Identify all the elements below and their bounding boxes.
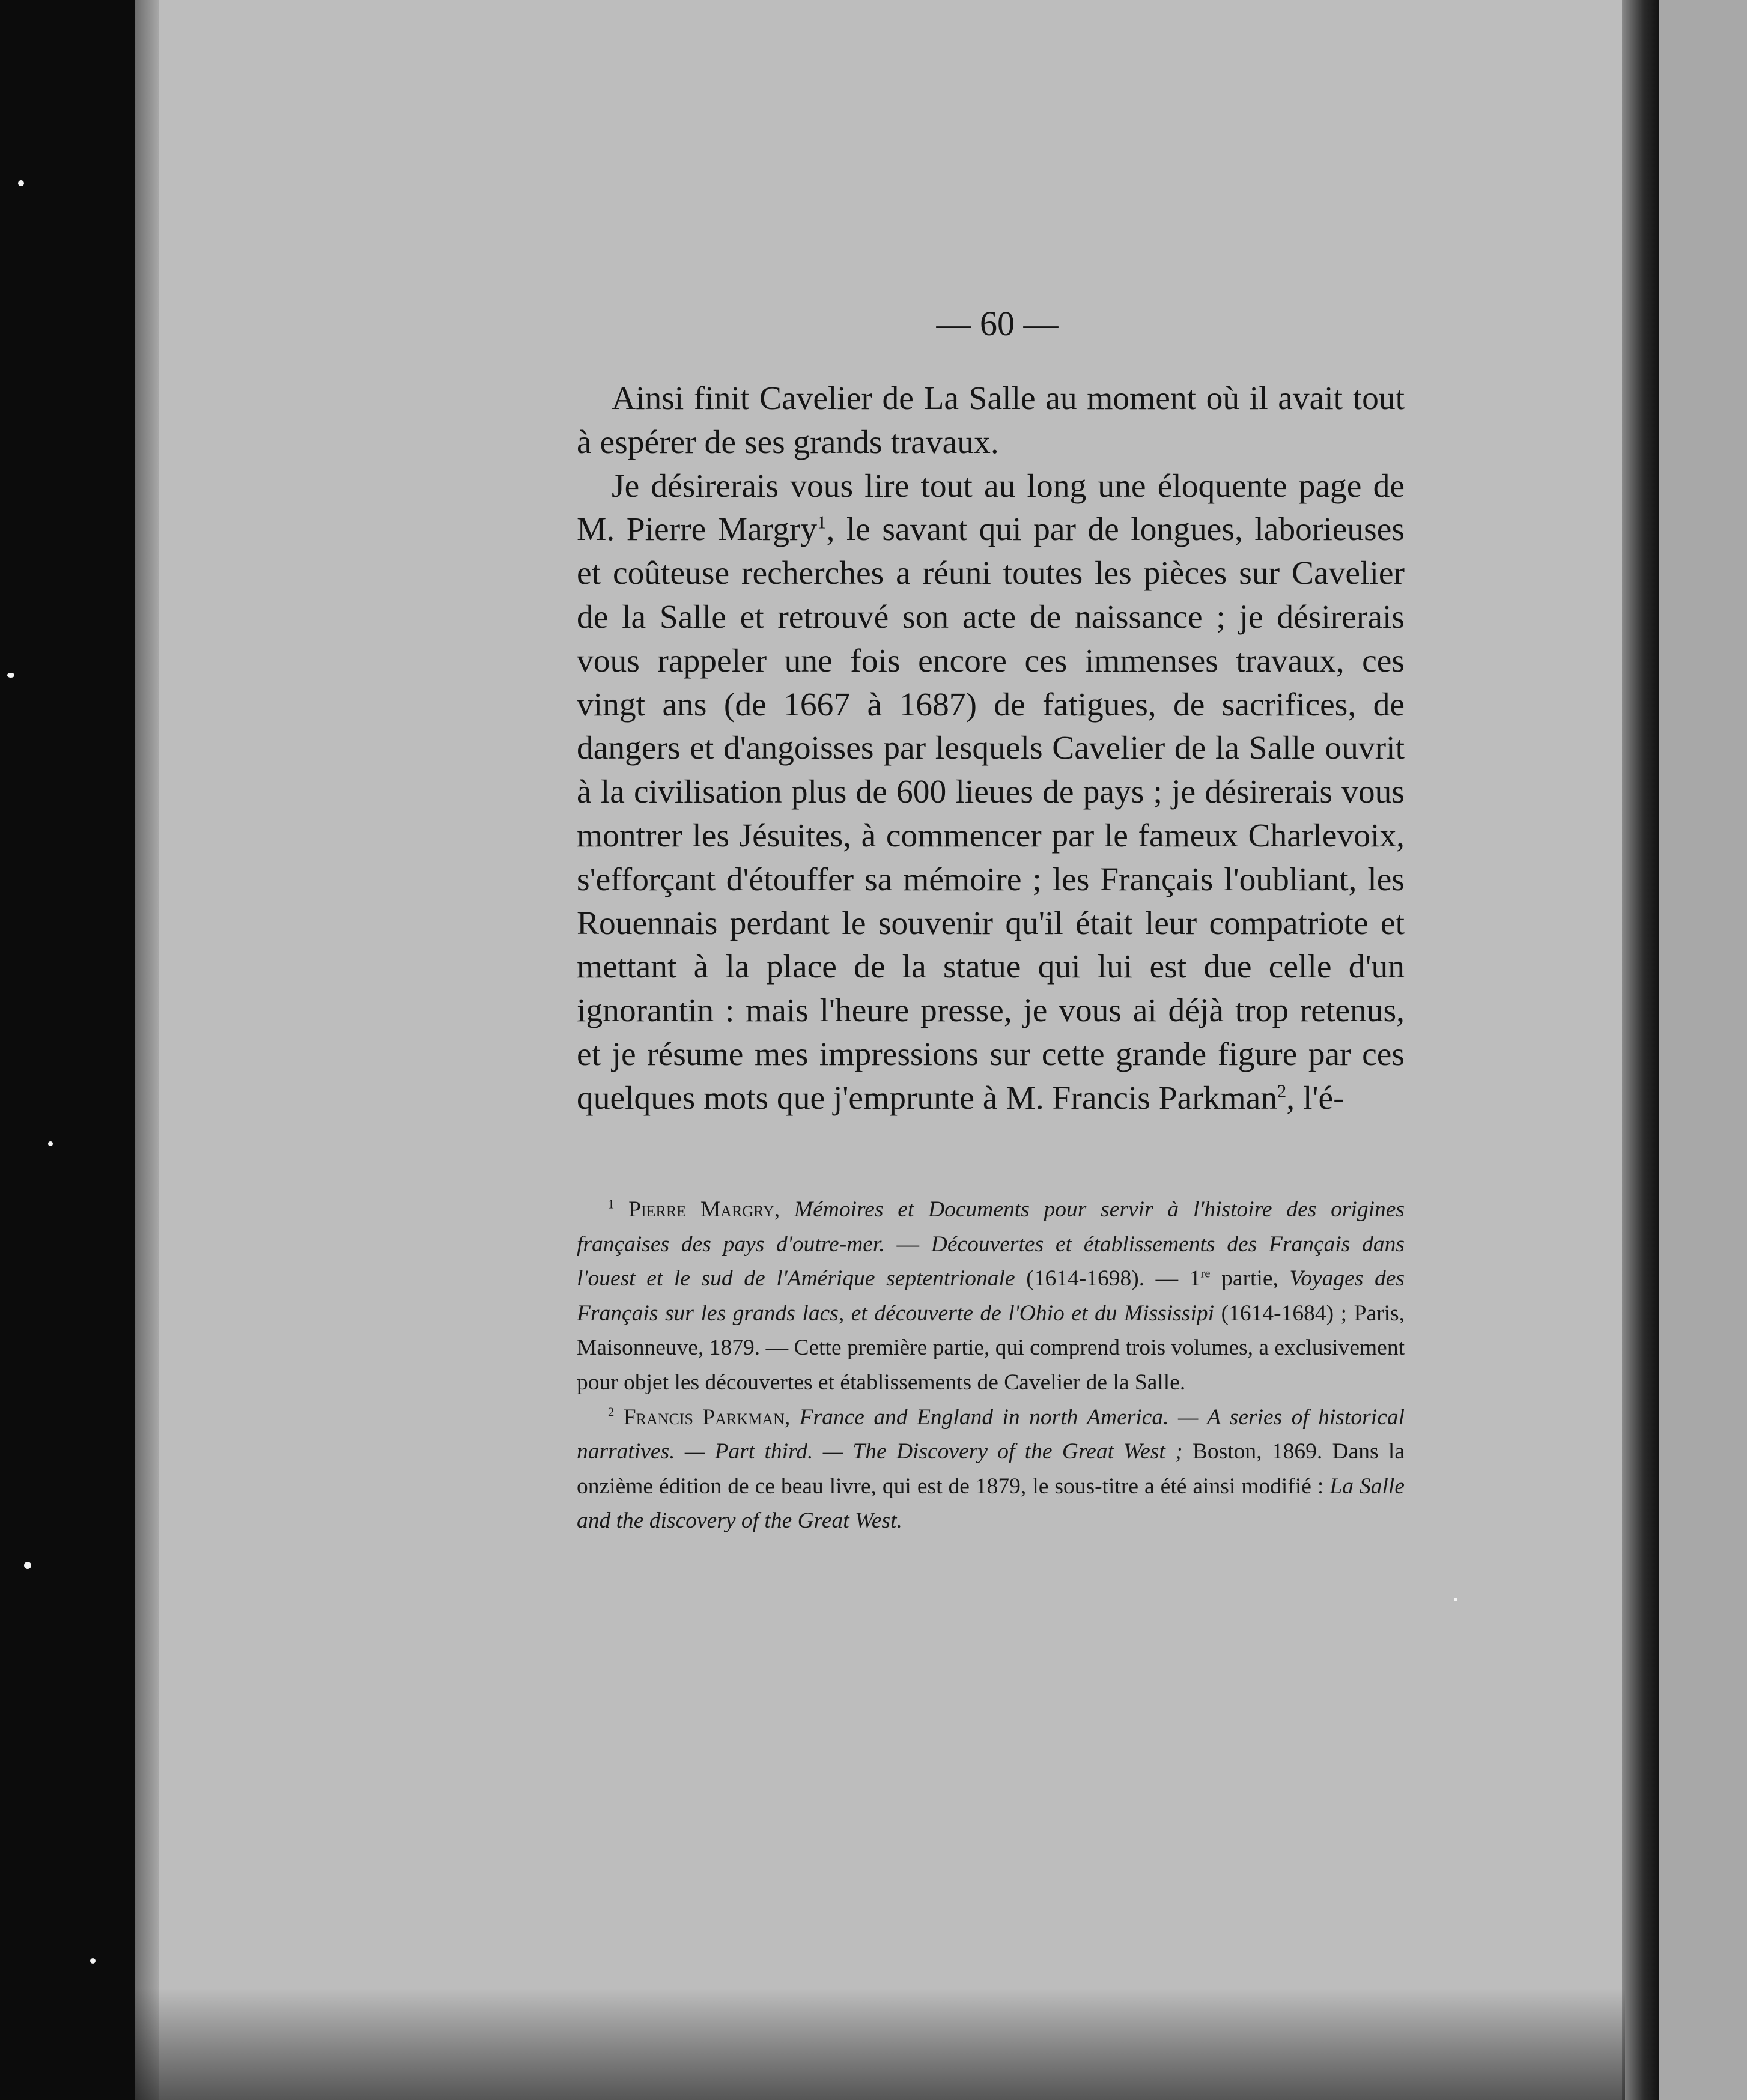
paragraph: Ainsi finit Cavelier de La Salle au moment où il avait tout à espérer de ses grands travaux. [577,380,1405,461]
footnote-sep: , [774,1197,794,1222]
footnote-marker: 2 [608,1406,615,1419]
text-run: (1614-1698). — 1 [1015,1266,1201,1291]
scan-speck [90,1958,96,1964]
text-run: partie, [1210,1266,1290,1291]
scan-speck [18,180,24,186]
page-number: — 60 — [936,304,1059,343]
italic-title: La Salle and the discovery of the Great West. [577,1473,1405,1534]
text-run: Je désirerais vous lire tout au long une éloquente page de M. Pierre Margry [577,467,1405,548]
footnotes [577,1192,1405,1538]
text-run: , le savant qui par de longues, laborieuses et coûteuse recherches a réuni toutes les pièces sur Cavelier de la Salle et retrouvé son acte de naissance ; je désirerais vous rappeler une fois encore ces immenses travaux, ces vingt ans (de 1667 à 1687) de fatigues, de sacrifices, de dangers et d'angoisses par lesquels Cavelier de la Salle ouvrit à la civilisation plus de 600 lieues de pays ; je désirerais vous montrer les Jésuites, à commencer par le fameux Charlevoix, s'efforçant d'étouffer sa mémoire ; les Français l'oubliant, les Rouennais perdant le souvenir qu'il était leur compatriote et mettant à la place de la statue qui lui est due celle d'un ignorantin : mais l'heure presse, je vous ai déjà trop retenus, et je résume mes impressions sur cette grande figure par ces quelques mots que j'emprunte à M. Francis Parkman [577,511,1405,1117]
footnote-author: Francis Parkman [623,1404,785,1430]
book-gutter [1622,0,1659,2100]
text-run: (1614-1684) ; Paris, Maisonneuve, 1879. — Cette première partie, qui comprend trois volumes, a exclusivement pour objet les découvertes et établissements de Cavelier de la Salle. [577,1300,1405,1395]
footnote-ref: 2 [1277,1081,1287,1102]
paragraph [577,465,1405,1121]
footnote-body [577,1197,1405,1395]
italic-title: Voyages des Français sur les grands lacs, et découverte de l'Ohio et du Mississipi [577,1266,1405,1326]
italic-title: France and England in north America. — A series of historical narratives. — Part third. — The Discovery of the Great West ; [577,1404,1405,1464]
footnote [577,1192,1405,1400]
text-run: , l'é- [1286,1079,1344,1117]
footnote-ref: 1 [817,512,827,533]
text-run: — [884,1231,931,1257]
footnote-sep: , [784,1404,800,1430]
italic-title: Découvertes et établissements des Français dans l'ouest et le sud de l'Amérique septentrionale [577,1231,1405,1291]
footnote-author: Pierre Margry [628,1197,774,1222]
scan-speck [48,1141,53,1146]
scan-speck [7,673,14,678]
scan-speck [24,1562,31,1569]
ordinal-superscript: re [1200,1267,1211,1281]
scan-speck [1454,1598,1457,1601]
italic-title: Mémoires et Documents pour servir à l'histoire des origines françaises des pays d'outre-mer. [577,1197,1405,1257]
text-run: Boston, 1869. Dans la onzième édition de ce beau livre, qui est de 1879, le sous-titre a été ainsi modifié : [577,1439,1405,1499]
page-bottom-shadow [135,1988,1625,2100]
footnote-marker: 1 [608,1198,615,1212]
page-left-edge [135,0,159,2100]
footnote [577,1400,1405,1538]
main-text [577,377,1405,1121]
adjacent-page-edge [1659,0,1747,2100]
